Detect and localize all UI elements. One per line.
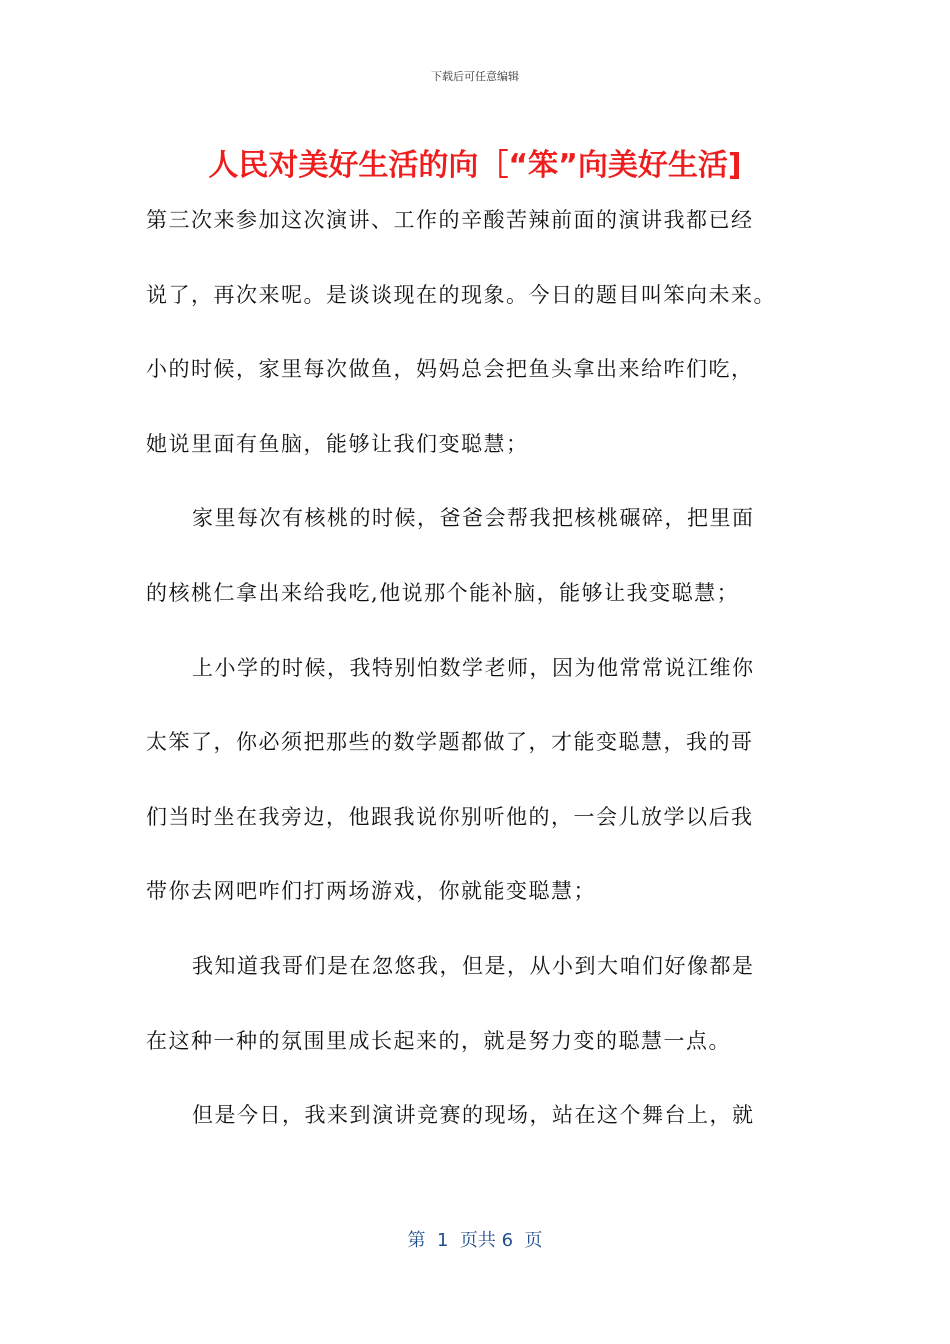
paragraph-line: 们当时坐在我旁边，他跟我说你别听他的，一会儿放学以后我 (146, 804, 754, 829)
paragraph-line: 她说里面有鱼脑，能够让我们变聪慧； (146, 431, 529, 456)
paragraph-line: 家里每次有核桃的时候，爸爸会帮我把核桃碾碎，把里面 (192, 506, 755, 531)
paragraph-line: 小的时候，家里每次做鱼，妈妈总会把鱼头拿出来给咋们吃， (146, 357, 754, 382)
document-title: 人民对美好生活的向［“笨”向美好生活] (208, 148, 742, 183)
paragraph-line: 但是今日，我来到演讲竞赛的现场，站在这个舞台上，就 (192, 1103, 755, 1128)
header-note: 下载后可任意编辑 (431, 70, 519, 83)
document-body (146, 190, 806, 1160)
paragraph-line: 在这种一种的氛围里成长起来的，就是努力变的聪慧一点。 (146, 1028, 731, 1053)
paragraph-line: 的核桃仁拿出来给我吃,他说那个能补脑，能够让我变聪慧； (146, 580, 740, 605)
paragraph-line: 太笨了，你必须把那些的数学题都做了，才能变聪慧，我的哥 (146, 730, 754, 755)
page-footer: 第 1 页共 6 页 (407, 1230, 543, 1251)
paragraph-line: 上小学的时候，我特别怕数学老师，因为他常常说江维你 (192, 655, 755, 680)
paragraph-line: 第三次来参加这次演讲、工作的辛酸苦辣前面的演讲我都已经 (146, 208, 754, 232)
paragraph-line: 我知道我哥们是在忽悠我，但是，从小到大咱们好像都是 (192, 953, 755, 978)
paragraph-line: 带你去网吧咋们打两场游戏，你就能变聪慧； (146, 879, 596, 904)
paragraph-line: 说了，再次来呢。是谈谈现在的现象。今日的题目叫笨向未来。 (146, 282, 776, 307)
